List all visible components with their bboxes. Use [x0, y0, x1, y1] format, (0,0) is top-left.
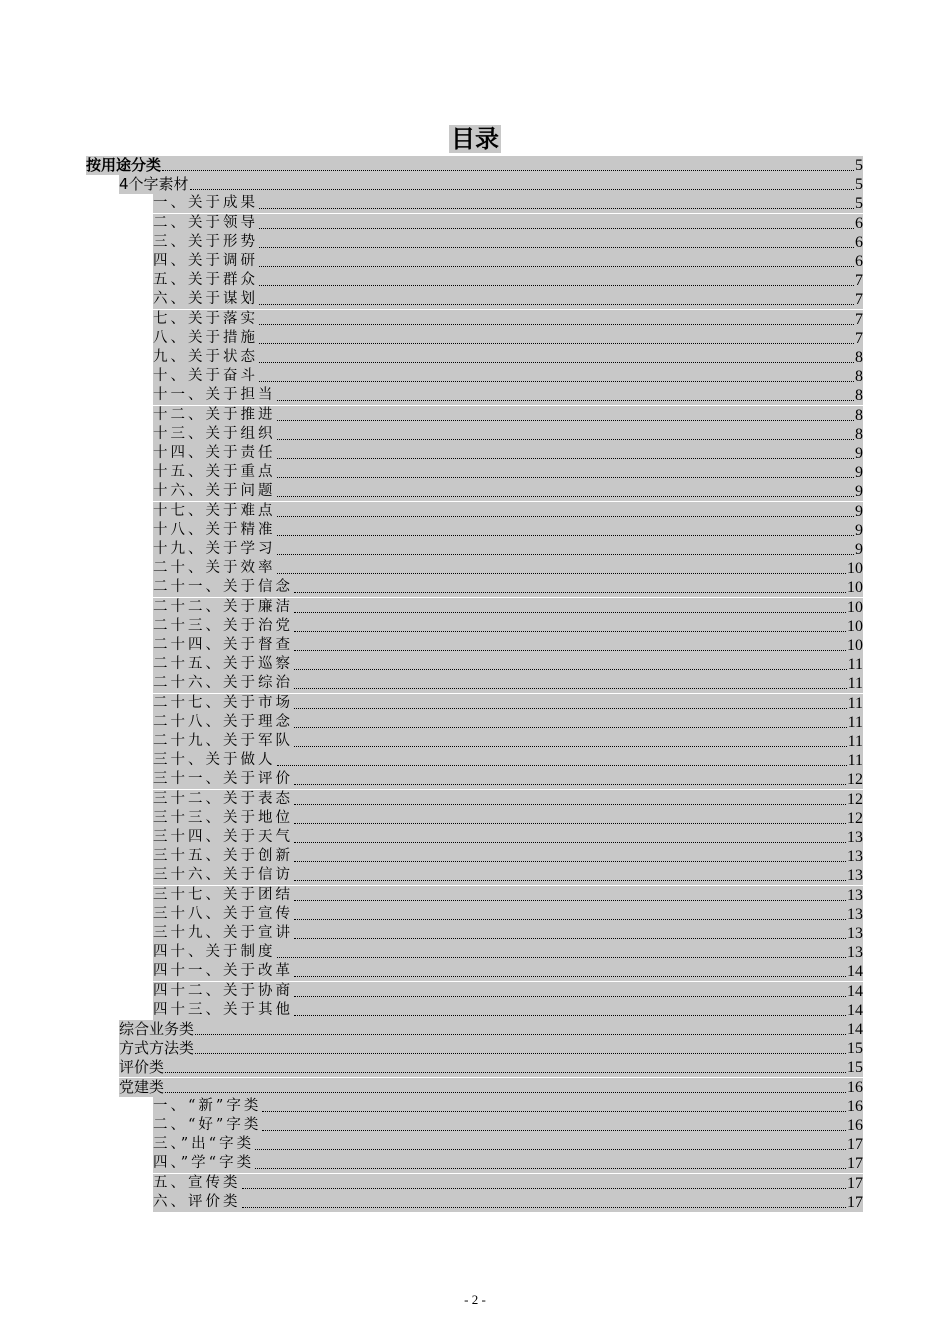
- toc-entry[interactable]: [153, 1174, 863, 1193]
- toc-entry[interactable]: [153, 425, 863, 444]
- toc-entry-label: 三十七、关于团结: [153, 886, 293, 903]
- toc-entry-label: 十七、关于难点: [153, 502, 276, 519]
- toc-entry-label: 十二、关于推进: [153, 406, 276, 423]
- toc-entry[interactable]: [153, 502, 863, 521]
- toc-entry-label: 二十九、关于军队: [153, 733, 293, 749]
- toc-entry-label: 一、“新”字类: [153, 1097, 262, 1114]
- toc-entry-label: 十六、关于问题: [153, 483, 276, 500]
- toc-dot-leader: [259, 362, 854, 363]
- toc-entry-page: 6: [855, 253, 863, 270]
- toc-entry[interactable]: [153, 732, 863, 751]
- toc-entry-page: 12: [847, 771, 863, 789]
- toc-entry[interactable]: [153, 636, 863, 655]
- toc-entry[interactable]: [153, 1135, 863, 1154]
- toc-dot-leader: [294, 708, 847, 709]
- toc-dot-leader: [294, 784, 846, 785]
- toc-entry-label: 五、关于群众: [153, 272, 258, 289]
- toc-entry[interactable]: [153, 406, 863, 425]
- toc-dot-leader: [294, 919, 846, 920]
- toc-entry[interactable]: [119, 1020, 863, 1039]
- toc-entry-label: 二十七、关于市场: [153, 694, 293, 711]
- toc-dot-leader: [294, 746, 847, 747]
- toc-entry-page: 13: [847, 848, 863, 866]
- toc-entry-page: 14: [847, 1001, 863, 1019]
- toc-entry-page: 6: [855, 214, 863, 232]
- toc-entry-label: 十四、关于责任: [153, 445, 276, 461]
- toc-entry-page: 13: [847, 925, 863, 942]
- toc-entry-label: 二十二、关于廉洁: [153, 598, 293, 615]
- toc-dot-leader: [294, 842, 846, 843]
- toc-entry-label: 评价类: [119, 1058, 165, 1077]
- toc-entry-page: 5: [855, 176, 863, 194]
- toc-entry[interactable]: [153, 367, 863, 386]
- toc-entry-label: 二十八、关于理念: [153, 713, 293, 730]
- toc-entry-page: 9: [855, 541, 863, 558]
- toc-entry-page: 10: [847, 560, 863, 578]
- toc-dot-leader: [294, 861, 846, 862]
- toc-dot-leader: [294, 1015, 846, 1016]
- toc-entry-label: 二、“好”字类: [153, 1117, 262, 1133]
- toc-entry-page: 7: [855, 291, 863, 309]
- toc-dot-leader: [294, 996, 846, 997]
- toc-entry[interactable]: [153, 310, 863, 329]
- toc-entry[interactable]: [153, 847, 863, 866]
- toc-entry[interactable]: [86, 156, 863, 175]
- toc-entry[interactable]: [153, 751, 863, 770]
- toc-entry[interactable]: [153, 559, 863, 578]
- toc-entry-label: 六、关于谋划: [153, 291, 258, 308]
- toc-entry-label: 九、关于状态: [153, 349, 258, 365]
- toc-entry-label: 三十一、关于评价: [153, 771, 293, 788]
- toc-dot-leader: [255, 1168, 846, 1169]
- toc-entry[interactable]: [153, 194, 863, 213]
- toc-entry-page: 13: [847, 867, 863, 885]
- toc-dot-leader: [242, 1207, 847, 1208]
- toc-entry-label: 三、关于形势: [153, 233, 258, 250]
- toc-entry[interactable]: [153, 943, 863, 962]
- toc-entry-page: 15: [847, 1040, 863, 1058]
- toc-dot-leader: [259, 266, 854, 267]
- toc-entry-label: 四、”学“字类: [153, 1155, 255, 1172]
- toc-dot-leader: [165, 1072, 846, 1073]
- toc-dot-leader: [277, 765, 847, 766]
- toc-entry[interactable]: [153, 655, 863, 674]
- toc-dot-leader: [294, 592, 846, 593]
- toc-entry[interactable]: [153, 482, 863, 501]
- toc-entry-page: 11: [847, 656, 863, 674]
- toc-entry-label: 三十、关于做人: [153, 752, 276, 769]
- toc-entry-page: 8: [855, 425, 863, 443]
- toc-entry[interactable]: [119, 1058, 863, 1077]
- toc-entry-page: 7: [855, 329, 863, 347]
- toc-entry-page: 8: [855, 406, 863, 424]
- toc-dot-leader: [294, 727, 847, 728]
- toc-entry-page: 17: [847, 1136, 863, 1154]
- toc-entry-page: 14: [847, 982, 863, 1000]
- toc-dot-leader: [294, 976, 846, 977]
- toc-entry-page: 7: [855, 272, 863, 290]
- toc-dot-leader: [262, 1111, 846, 1112]
- toc-dot-leader: [277, 573, 847, 574]
- toc-entry-page: 13: [847, 829, 863, 846]
- toc-dot-leader: [259, 285, 854, 286]
- toc-entry-page: 17: [847, 1193, 863, 1211]
- toc-entry-label: 三十八、关于宣传: [153, 905, 293, 922]
- toc-entry-label: 三十九、关于宣讲: [153, 925, 293, 941]
- toc-dot-leader: [277, 420, 855, 421]
- toc-entry-label: 二十、关于效率: [153, 560, 276, 577]
- toc-entry-page: 7: [855, 310, 863, 328]
- toc-entry-page: 8: [855, 349, 863, 366]
- toc-entry[interactable]: [119, 175, 863, 194]
- toc-entry[interactable]: [153, 866, 863, 885]
- toc-entry[interactable]: [153, 463, 863, 482]
- toc-entry-page: 11: [847, 694, 863, 712]
- toc-entry-page: 11: [847, 752, 863, 770]
- toc-dot-leader: [294, 900, 846, 901]
- toc-entry-page: 9: [855, 445, 863, 462]
- toc-dot-leader: [262, 1130, 846, 1131]
- toc-entry[interactable]: [153, 886, 863, 905]
- toc-entry[interactable]: [153, 578, 863, 597]
- toc-dot-leader: [277, 957, 847, 958]
- toc-dot-leader: [277, 496, 855, 497]
- toc-entry[interactable]: [153, 348, 863, 367]
- toc-entry-label: 七、关于落实: [153, 310, 258, 327]
- toc-entry-label: 十八、关于精准: [153, 521, 276, 538]
- toc-entry-label: 四、关于调研: [153, 253, 258, 269]
- toc-dot-leader: [259, 343, 854, 344]
- toc-dot-leader: [294, 804, 846, 805]
- toc-entry-label: 十一、关于担当: [153, 387, 276, 404]
- toc-entry-label: 十五、关于重点: [153, 464, 276, 481]
- toc-entry-page: 6: [855, 233, 863, 251]
- toc-entry[interactable]: [153, 790, 863, 809]
- toc-dot-leader: [162, 170, 854, 171]
- toc-entry-page: 8: [855, 368, 863, 386]
- toc-entry[interactable]: [153, 521, 863, 540]
- toc-entry-page: 10: [847, 617, 863, 635]
- toc-dot-leader: [259, 247, 854, 248]
- toc-entry-page: 9: [855, 502, 863, 520]
- toc-entry-page: 16: [847, 1078, 863, 1096]
- toc-dot-leader: [277, 535, 855, 536]
- toc-entry[interactable]: [153, 444, 863, 463]
- toc-dot-leader: [294, 650, 846, 651]
- toc-entry-label: 二十四、关于督查: [153, 637, 293, 653]
- toc-dot-leader: [259, 228, 854, 229]
- toc-entry[interactable]: [153, 982, 863, 1001]
- toc-entry-label: 党建类: [119, 1077, 165, 1096]
- toc-entry-page: 8: [855, 387, 863, 405]
- toc-entry[interactable]: [153, 214, 863, 233]
- toc-entry-page: 12: [847, 809, 863, 827]
- toc-entry-label: 十九、关于学习: [153, 541, 276, 557]
- toc-entry-label: 十三、关于组织: [153, 425, 276, 442]
- toc-entry[interactable]: [153, 1154, 863, 1173]
- toc-dot-leader: [294, 669, 847, 670]
- toc-entry-page: 12: [847, 790, 863, 808]
- toc-entry[interactable]: [153, 1001, 863, 1020]
- toc-dot-leader: [259, 381, 854, 382]
- toc-dot-leader: [294, 880, 846, 881]
- toc-entry[interactable]: [153, 598, 863, 617]
- document-title: [0, 124, 950, 154]
- toc-entry-label: 方式方法类: [119, 1039, 195, 1058]
- toc-entry[interactable]: [119, 1039, 863, 1058]
- toc-entry[interactable]: [153, 770, 863, 789]
- toc-entry-page: 13: [847, 944, 863, 962]
- toc-entry[interactable]: [153, 386, 863, 405]
- toc-entry-label: 二十三、关于治党: [153, 617, 293, 634]
- toc-entry-page: 9: [855, 521, 863, 539]
- toc-entry-label: 按用途分类: [86, 156, 162, 174]
- toc-entry-page: 5: [855, 157, 863, 174]
- toc-entry-page: 14: [847, 963, 863, 981]
- toc-entry[interactable]: [153, 694, 863, 713]
- toc-dot-leader: [259, 304, 854, 305]
- toc-dot-leader: [294, 612, 846, 613]
- toc-dot-leader: [190, 189, 854, 190]
- toc-entry-label: 八、关于措施: [153, 329, 258, 346]
- toc-entry-label: 十、关于奋斗: [153, 368, 258, 385]
- toc-dot-leader: [259, 208, 854, 209]
- toc-entry[interactable]: [153, 290, 863, 309]
- toc-entry[interactable]: [153, 1193, 863, 1212]
- toc-entry[interactable]: [153, 233, 863, 252]
- toc-entry[interactable]: [153, 1097, 863, 1116]
- toc-entry-page: 13: [847, 905, 863, 923]
- toc-entry-page: 9: [855, 483, 863, 501]
- toc-entry[interactable]: [153, 924, 863, 943]
- toc-dot-leader: [277, 458, 855, 459]
- toc-entry-label: 三十六、关于信访: [153, 867, 293, 884]
- page-number-footer: - 2 -: [464, 1292, 486, 1307]
- toc-dot-leader: [294, 688, 847, 689]
- toc-entry-page: 15: [847, 1059, 863, 1077]
- toc-dot-leader: [242, 1188, 847, 1189]
- toc-entry[interactable]: [153, 905, 863, 924]
- toc-entry-label: 一、关于成果: [153, 195, 258, 212]
- document-title-text: 目录: [451, 125, 499, 153]
- toc-dot-leader: [277, 477, 855, 478]
- toc-dot-leader: [255, 1149, 846, 1150]
- toc-entry[interactable]: [153, 809, 863, 828]
- toc-entry-label: 二十六、关于综治: [153, 675, 293, 692]
- toc-entry-page: 14: [847, 1021, 863, 1038]
- toc-entry-label: 4个字素材: [119, 175, 189, 194]
- toc-entry-label: 四十三、关于其他: [153, 1001, 293, 1018]
- toc-entry[interactable]: [153, 252, 863, 271]
- toc-entry[interactable]: [153, 617, 863, 636]
- toc-entry-page: 17: [847, 1155, 863, 1173]
- toc-entry-label: 综合业务类: [119, 1020, 195, 1038]
- toc-dot-leader: [294, 823, 846, 824]
- toc-dot-leader: [277, 439, 855, 440]
- toc-entry-label: 四十一、关于改革: [153, 963, 293, 980]
- toc-entry-page: 11: [847, 713, 863, 731]
- toc-entry-page: 17: [847, 1174, 863, 1192]
- toc-entry-label: 三十二、关于表态: [153, 790, 293, 807]
- toc-entry[interactable]: [153, 713, 863, 732]
- toc-entry[interactable]: [119, 1078, 863, 1097]
- toc-entry-label: 六、评价类: [153, 1193, 241, 1210]
- toc-entry-label: 四十二、关于协商: [153, 982, 293, 999]
- toc-dot-leader: [165, 1092, 846, 1093]
- toc-dot-leader: [195, 1034, 846, 1035]
- toc-dot-leader: [259, 324, 854, 325]
- toc-entry-label: 二、关于领导: [153, 214, 258, 231]
- toc-entry[interactable]: [153, 962, 863, 981]
- toc-entry[interactable]: [153, 674, 863, 693]
- toc-dot-leader: [277, 516, 855, 517]
- toc-dot-leader: [277, 554, 855, 555]
- toc-entry-label: 三十三、关于地位: [153, 809, 293, 826]
- toc-entry[interactable]: [153, 271, 863, 290]
- toc-entry-label: 二十一、关于信念: [153, 579, 293, 596]
- toc-dot-leader: [195, 1053, 846, 1054]
- toc-entry-label: 三十四、关于天气: [153, 829, 293, 845]
- toc-entry[interactable]: [153, 540, 863, 559]
- toc-entry[interactable]: [153, 329, 863, 348]
- toc-entry-label: 三十五、关于创新: [153, 848, 293, 865]
- toc-entry-page: 13: [847, 886, 863, 904]
- toc-entry-page: 11: [847, 733, 863, 750]
- toc-dot-leader: [277, 400, 855, 401]
- toc-entry-page: 16: [847, 1117, 863, 1134]
- toc-entry-page: 5: [855, 195, 863, 213]
- toc-entry-page: 10: [847, 598, 863, 616]
- toc-entry-page: 11: [847, 675, 863, 693]
- toc-entry-label: 二十五、关于巡察: [153, 656, 293, 673]
- toc-entry-page: 9: [855, 464, 863, 482]
- toc-entry-page: 16: [847, 1097, 863, 1115]
- toc-entry-page: 10: [847, 637, 863, 654]
- toc-entry-label: 四十、关于制度: [153, 944, 276, 961]
- toc-entry[interactable]: [153, 1116, 863, 1135]
- toc-entry-label: 三、”出“字类: [153, 1136, 255, 1153]
- toc-dot-leader: [294, 631, 846, 632]
- toc-entry-page: 10: [847, 579, 863, 597]
- toc-entry-label: 五、宣传类: [153, 1174, 241, 1191]
- toc-entry[interactable]: [153, 828, 863, 847]
- toc-dot-leader: [294, 938, 846, 939]
